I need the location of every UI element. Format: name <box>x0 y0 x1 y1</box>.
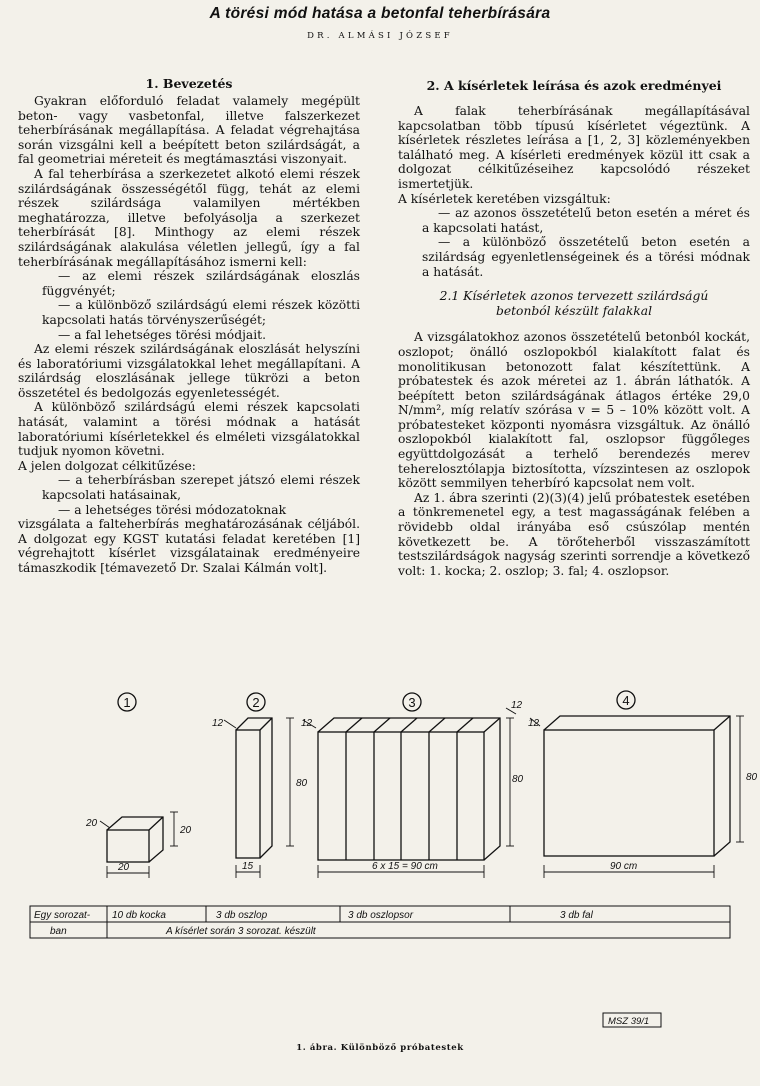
paragraph: Az 1. ábra szerinti (2)(3)(4) jelű próbatestek esetében a tönkremenetel egy, a test magasságának felében a rövidebb oldal irányába eső csúszólap mentén következett be. A törőteherből visszaszámított testszilárdságok nagyság szerinti sorrendje a következő volt: 1. kocka; 2. oszlop; 3. fal; 4. oszlopsor. <box>398 490 750 578</box>
paragraph: vizsgálata a falteherbírás meghatározásának céljából. A dolgozat egy KGST kutatási feladat keretében [1] végrehajtott kísérlet vizsgálatainak eredményeire támaszkodik [témavezető Dr. Szalai Kálmán volt]. <box>18 517 360 575</box>
table-cell: 3 db oszlop <box>216 910 268 921</box>
dimension-text: 20 <box>118 862 130 873</box>
paragraph: A jelen dolgozat célkitűzése: <box>18 458 196 473</box>
table-cell: 3 db fal <box>560 910 593 921</box>
wall-specimen <box>544 716 730 856</box>
dimension-text: 12 <box>511 700 523 711</box>
right-column <box>398 78 750 578</box>
dimension-text: 80 <box>746 772 758 783</box>
table-cell: 3 db oszlopsor <box>348 910 414 921</box>
article-title: A törési mód hatása a betonfal teherbírására <box>209 5 551 22</box>
dimension-text: 6 x 15 = 90 cm <box>372 861 438 872</box>
dash-item: — a különböző szilárdságú elemi részek közötti kapcsolati hatás törvényszerűségét; <box>42 298 360 327</box>
dimension-text: 80 <box>296 778 308 789</box>
table-row-label: ban <box>50 926 67 937</box>
table-cell: A kísérlet során 3 sorozat. készült <box>166 926 316 937</box>
column-specimen <box>236 718 272 858</box>
label-number: 4 <box>622 693 630 708</box>
author: DR. ALMÁSI JÓZSEF <box>307 31 453 41</box>
paragraph: A kísérletek keretében vizsgáltuk: <box>398 191 611 206</box>
table-row-label: Egy sorozat- <box>34 910 91 921</box>
paragraph: A vizsgálatokhoz azonos összetételű betonból kockát, oszlopot; önálló oszlopokból kialakított falat és monolitikusan betonozott falat készítettünk. A próbatestek és azok méretei az 1. ábrán láthatók. A beépített beton szilárdságának átlagos értéke 29,0 N/mm², míg relatív szórása v = 5 – 10% között volt. A próbatesteket központi nyomásra vizsgáltuk. Az önálló oszlopokból kialakított fal, oszlopsor függőleges együttdolgozását a terhelő berendezés merev teherelosztólapja biztosította, vízszintesen az oszlopok között semmilyen teherbíró kapcsolat nem volt. <box>398 330 750 491</box>
dimension-text: 20 <box>180 825 192 836</box>
section-heading-intro: 1. Bevezetés <box>145 76 233 91</box>
dimension-text: 90 cm <box>610 861 638 872</box>
subsection-heading: 2.1 Kísérletek azonos tervezett szilárdságú betonból készült falakkal <box>439 289 709 318</box>
dash-item: — a különböző összetételű beton esetén a szilárdság egyenletlenségeinek és a törési módnak a hatását. <box>422 235 750 279</box>
dash-item: — az elemi részek szilárdságának eloszlás függvényét; <box>42 269 360 298</box>
dimension-text: 12 <box>212 718 224 729</box>
label-number: 1 <box>123 695 131 710</box>
paragraph: A különböző szilárdságú elemi részek kapcsolati hatását, valamint a törési módnak a hatását laboratóriumi kísérletekkel és elméleti vizsgálatokkal tudjuk nyomon követni. <box>18 400 360 459</box>
left-column <box>18 76 360 576</box>
dash-item: — a teherbírásban szerepet játszó elemi részek kapcsolati hatásainak, <box>42 473 360 503</box>
dash-item: — a fal lehetséges törési módjait. <box>58 327 266 342</box>
dimension-text: 15 <box>242 861 254 872</box>
figure-caption: 1. ábra. Különböző próbatestek <box>296 1043 464 1053</box>
specimen-figure <box>0 680 760 1040</box>
dimension-text: 80 <box>512 774 524 785</box>
dimension-text: 12 <box>301 718 313 729</box>
standard-stamp-text: MSZ 39/1 <box>608 1016 650 1027</box>
label-number: 2 <box>252 695 260 710</box>
paragraph: Az elemi részek szilárdságának eloszlását helyszíni és laboratóriumi vizsgálatokkal lehet megállapítani. A szilárdság eloszlásának jellege tükrözi a beton összetétel és bedolgozás egyenletességét. <box>18 342 360 400</box>
dimension-lines <box>100 708 744 878</box>
table-cell: 10 db kocka <box>112 910 166 921</box>
paragraph: A falak teherbírásának megállapításával kapcsolatban több típusú kísérletet végeztünk. A kísérletek részletes leírása a [1, 2, 3] közleményekben található meg. A kísérleti eredmények közül itt csak a dolgozat célkitűzéseihez kapcsolódó részeket ismertetjük. <box>398 104 750 191</box>
label-number: 3 <box>408 695 416 710</box>
paragraph: Gyakran előforduló feladat valamely megépült beton- vagy vasbetonfal, illetve falszerkezet teherbírásának megállapítása. A feladat végrehajtása során vizsgálni kell a beépített beton szilárdságát, a fal geometriai méreteit és megtámasztási viszonyait. <box>18 94 360 167</box>
paragraph: A fal teherbírása a szerkezetet alkotó elemi részek szilárdságának összességétől függ, tehát az elemi részek szilárdsága valamilyen mértékben meghatározza, illetve befolyásolja a szerkezet teherbírását [8]. Minthogy az elemi részek szilárdságának alakulása véletlen jellegű, így a fal teherbírásának megállapításához ismerni kell: <box>18 166 360 269</box>
dimension-text: 12 <box>528 718 540 729</box>
dash-item: — az azonos összetételű beton esetén a méret és a kapcsolati hatást, <box>422 206 750 235</box>
dash-item: — a lehetséges törési módozatoknak <box>58 502 287 517</box>
dimension-text: 20 <box>86 818 98 829</box>
column-row-specimen <box>318 718 500 860</box>
cube-specimen <box>107 817 163 862</box>
section-heading-experiments: 2. A kísérletek leírása és azok eredményei <box>426 78 722 93</box>
